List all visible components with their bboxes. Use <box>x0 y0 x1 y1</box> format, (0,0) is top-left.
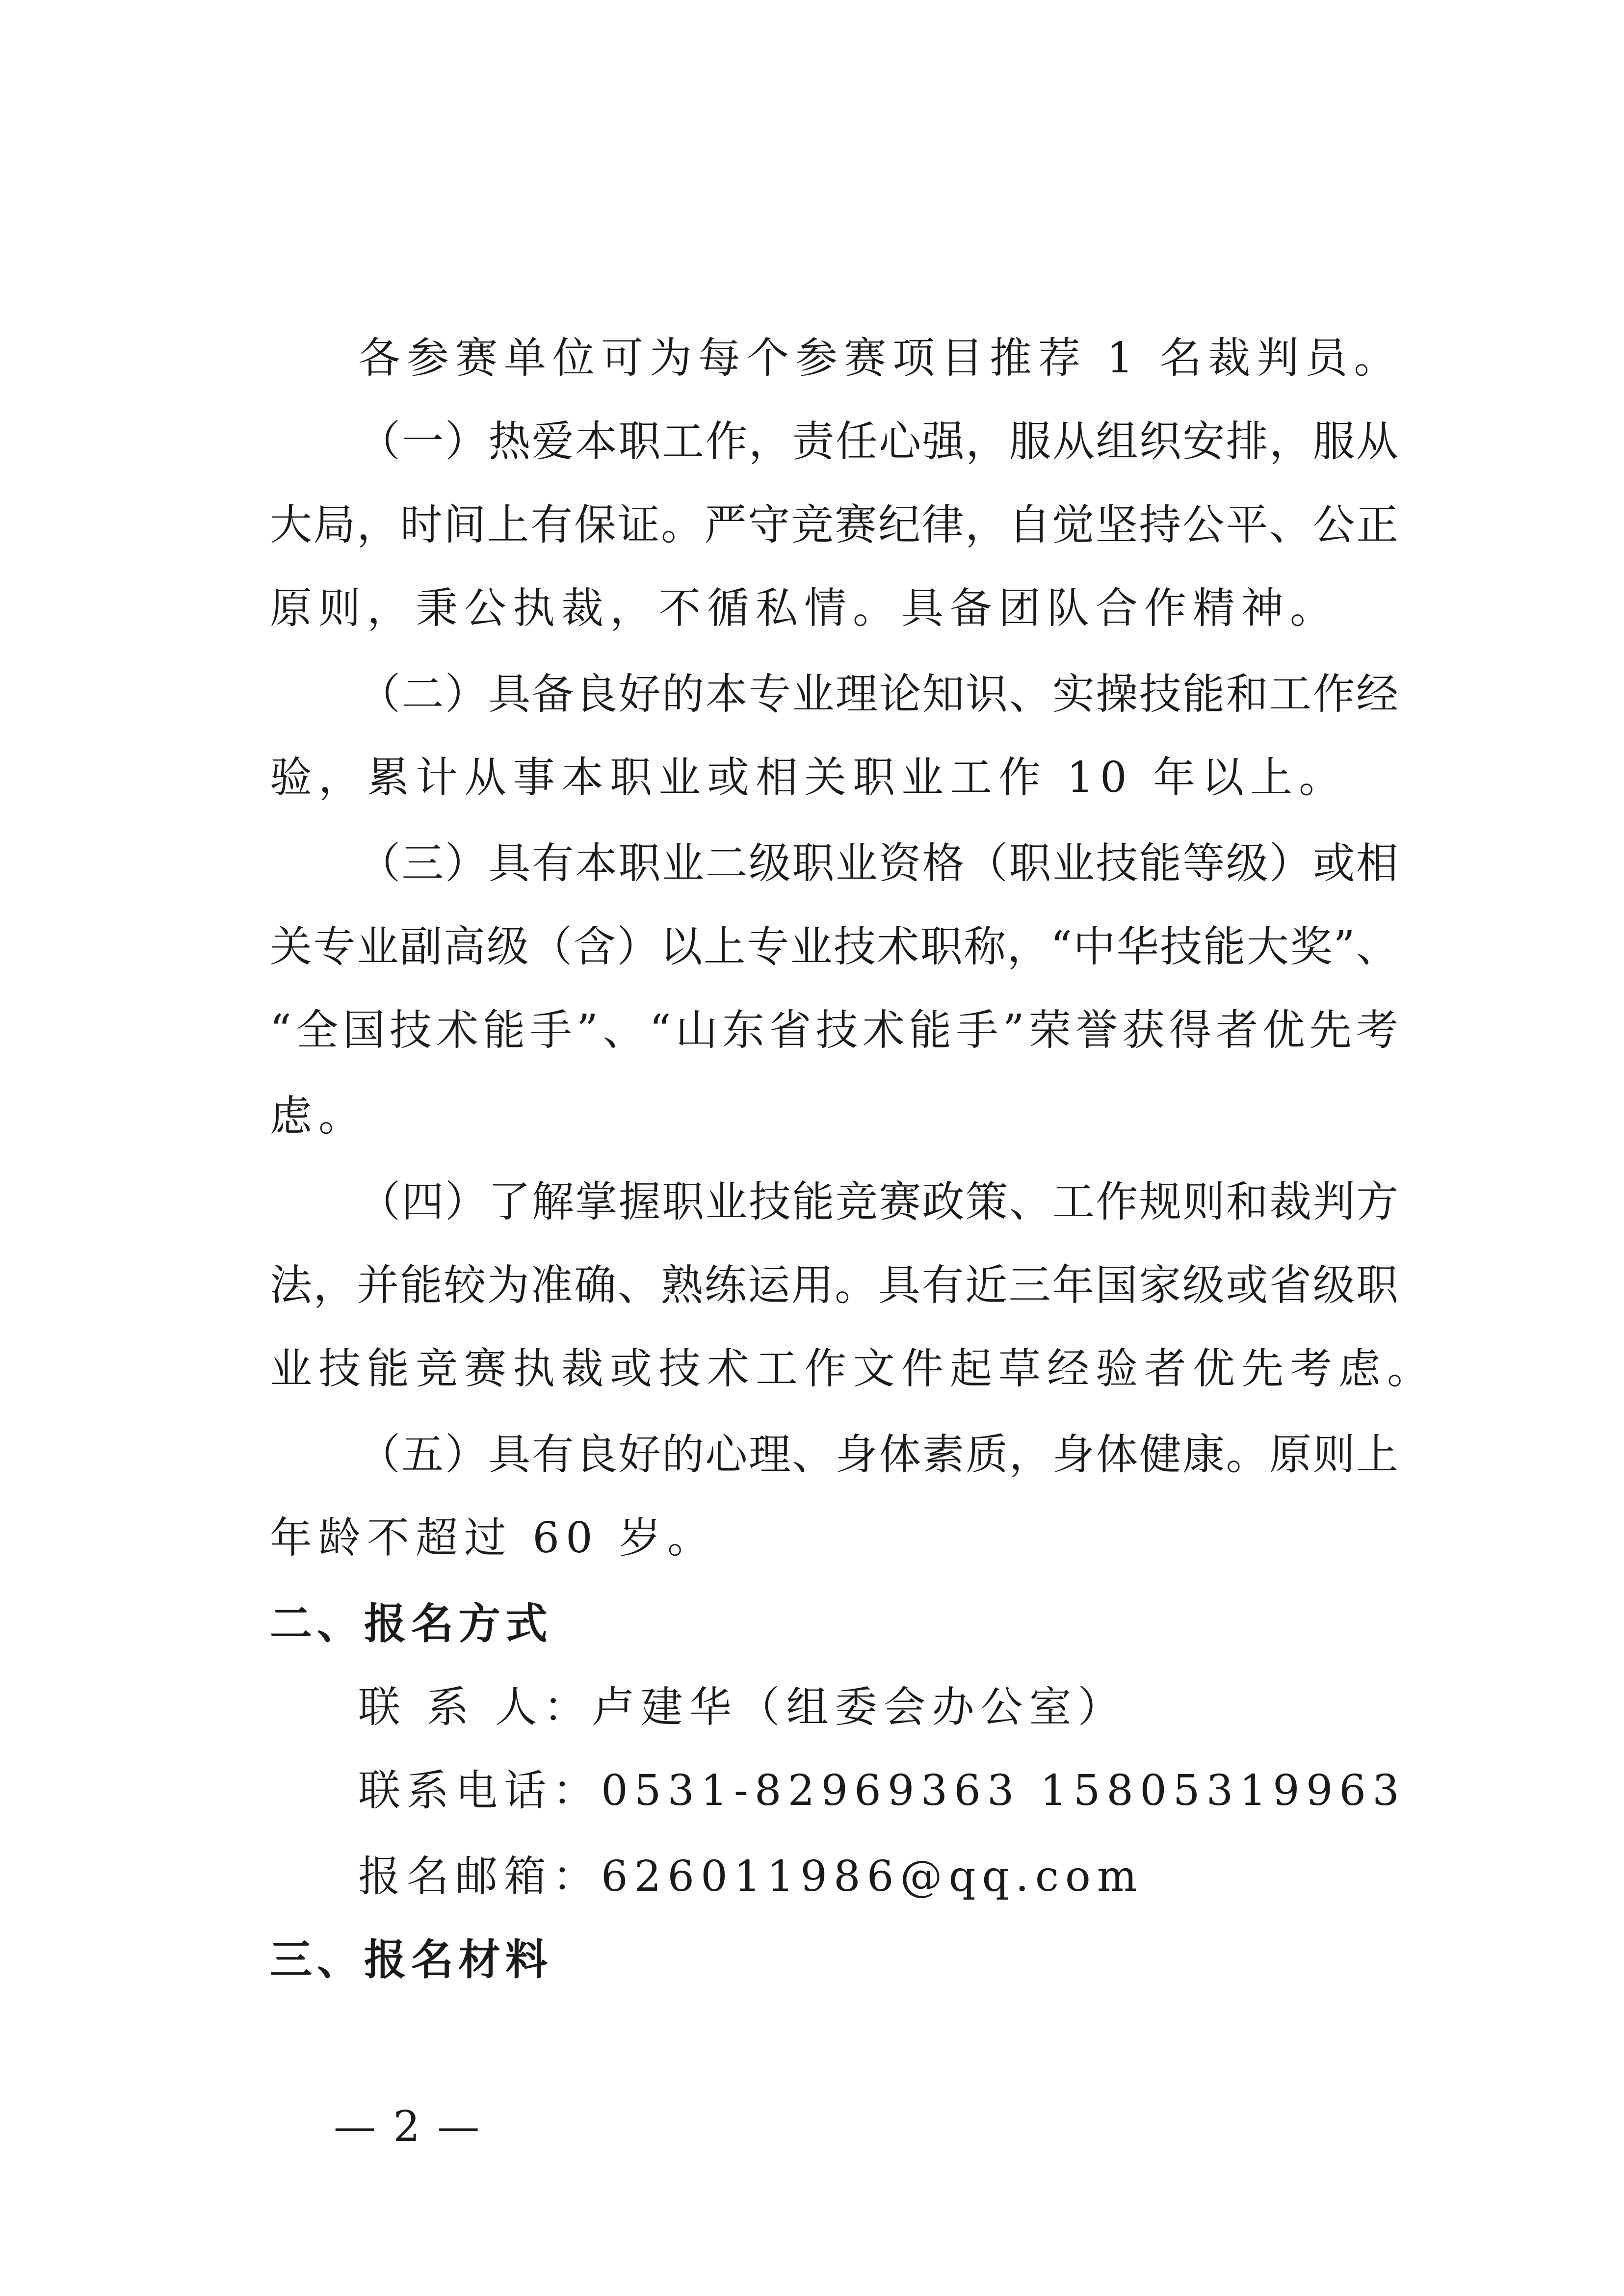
item1-line3: 原则，秉公执裁，不循私情。具备团队合作精神。 <box>270 584 1338 633</box>
section2-heading: 二、报名方式 <box>270 1599 552 1648</box>
contact-email-value: 626011986@qq.com <box>601 1852 1144 1901</box>
item4-line1: （四）了解掌握职业技能竞赛政策、工作规则和裁判方 <box>358 1177 1398 1226</box>
item2-line1: （二）具备良好的本专业理论知识、实操技能和工作经 <box>358 670 1398 719</box>
contact-email-row <box>358 1852 1143 1901</box>
item4-line2: 法，并能较为准确、熟练运用。具有近三年国家级或省级职 <box>270 1261 1398 1310</box>
contact-person-value: 卢建华（组委会办公室） <box>592 1683 1126 1732</box>
item4-line3: 业技能竞赛执裁或技术工作文件起草经验者优先考虑。 <box>270 1344 1436 1393</box>
item5-line2: 年龄不超过 60 岁。 <box>270 1513 716 1563</box>
contact-person-label: 联 系 人： <box>358 1683 592 1732</box>
section3-heading: 三、报名材料 <box>270 1935 552 1984</box>
contact-email-label: 报名邮箱： <box>358 1852 601 1901</box>
item3-line1: （三）具有本职业二级职业资格（职业技能等级）或相 <box>358 839 1398 888</box>
intro-paragraph: 各参赛单位可为每个参赛项目推荐 1 名裁判员。 <box>358 334 1403 383</box>
contact-phone-value: 0531-82969363 15805319963 <box>601 1766 1406 1815</box>
item3-line4: 虑。 <box>270 1092 367 1141</box>
page-number: — 2 — <box>334 2102 482 2151</box>
item1-line2: 大局，时间上有保证。严守竞赛纪律，自觉坚持公平、公正 <box>270 500 1398 549</box>
item3-line2: 关专业副高级（含）以上专业技术职称，“中华技能大奖”、 <box>270 922 1398 971</box>
contact-phone-row <box>358 1766 1406 1815</box>
item3-line3: “全国技术能手”、“山东省技术能手”荣誉获得者优先考 <box>270 1006 1398 1055</box>
item1-line1: （一）热爱本职工作，责任心强，服从组织安排，服从 <box>358 417 1398 466</box>
item2-line2: 验，累计从事本职业或相关职业工作 10 年以上。 <box>270 753 1348 802</box>
item5-line1: （五）具有良好的心理、身体素质，身体健康。原则上 <box>358 1430 1398 1479</box>
contact-phone-label: 联系电话： <box>358 1766 601 1815</box>
contact-person-row <box>358 1683 1126 1732</box>
